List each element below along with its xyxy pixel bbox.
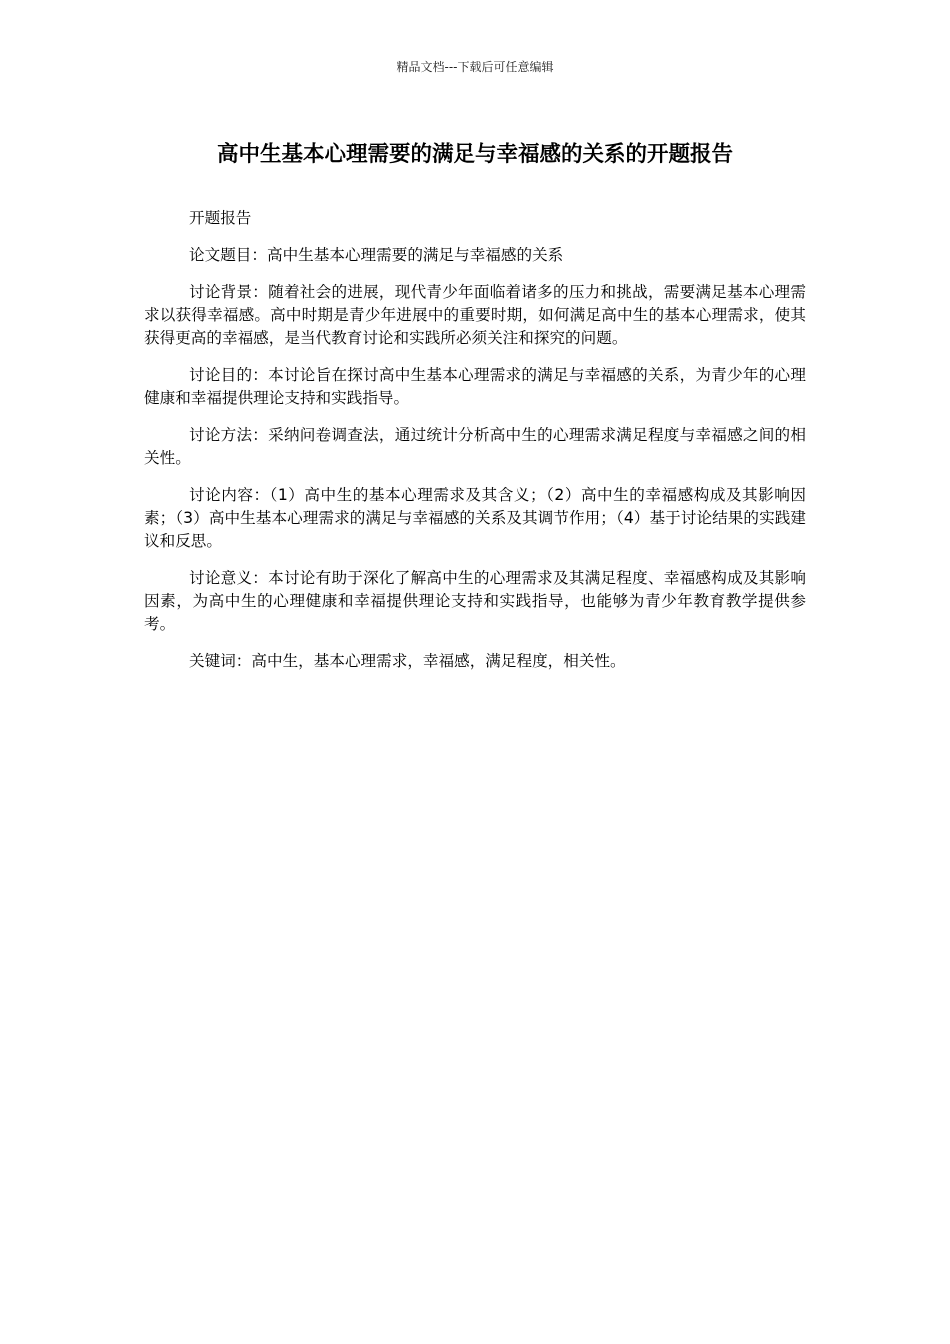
paragraph-text: 采纳问卷调查法，通过统计分析高中生的心理需求满足程度与幸福感之间的相关性。 [144,426,806,467]
paragraph-label: 讨论方法： [189,426,269,444]
paragraph-text: 随着社会的进展，现代青少年面临着诸多的压力和挑战，需要满足基本心理需求以获得幸福感。高中时期是青少年进展中的重要时期，如何满足高中生的基本心理需求，使其获得更高的幸福感，是当代教育讨论和实践所必须关注和探究的问题。 [144,283,806,347]
document-title: 高中生基本心理需要的满足与幸福感的关系的开题报告 [216,142,733,167]
header-note: 精品文档---下载后可任意编辑 [396,60,554,74]
paragraph-text: （1）高中生的基本心理需求及其含义；（2）高中生的幸福感构成及其影响因素；（3）高中生基本心理需求的满足与幸福感的关系及其调节作用；（4）基于讨论结果的实践建议和反思。 [144,486,806,550]
paragraph-text: 高中生，基本心理需求，幸福感，满足程度，相关性。 [251,652,626,670]
paragraph-thesis-title [144,244,806,267]
paragraph-significance [144,567,806,636]
paragraph-label: 讨论意义： [189,569,269,587]
paragraph-method [144,424,806,470]
paragraph-label: 论文题目： [189,246,267,264]
paragraph-text: 本讨论有助于深化了解高中生的心理需求及其满足程度、幸福感构成及其影响因素，为高中生的心理健康和幸福提供理论支持和实践指导，也能够为青少年教育教学提供参考。 [144,569,806,633]
paragraph-keywords [144,650,806,673]
paragraph-background [144,281,806,350]
paragraph-label: 关键词： [189,652,252,670]
paragraph-label: 开题报告 [189,209,252,227]
paragraph-report-label [144,207,806,230]
document-body [144,207,806,687]
paragraph-text: 高中生基本心理需要的满足与幸福感的关系 [266,246,564,264]
paragraph-text: 本讨论旨在探讨高中生基本心理需求的满足与幸福感的关系，为青少年的心理健康和幸福提供理论支持和实践指导。 [144,366,806,407]
paragraph-content [144,484,806,553]
paragraph-purpose [144,364,806,410]
paragraph-label: 讨论目的： [189,366,269,384]
paragraph-label: 讨论背景： [189,283,269,301]
paragraph-label: 讨论内容： [189,486,270,504]
